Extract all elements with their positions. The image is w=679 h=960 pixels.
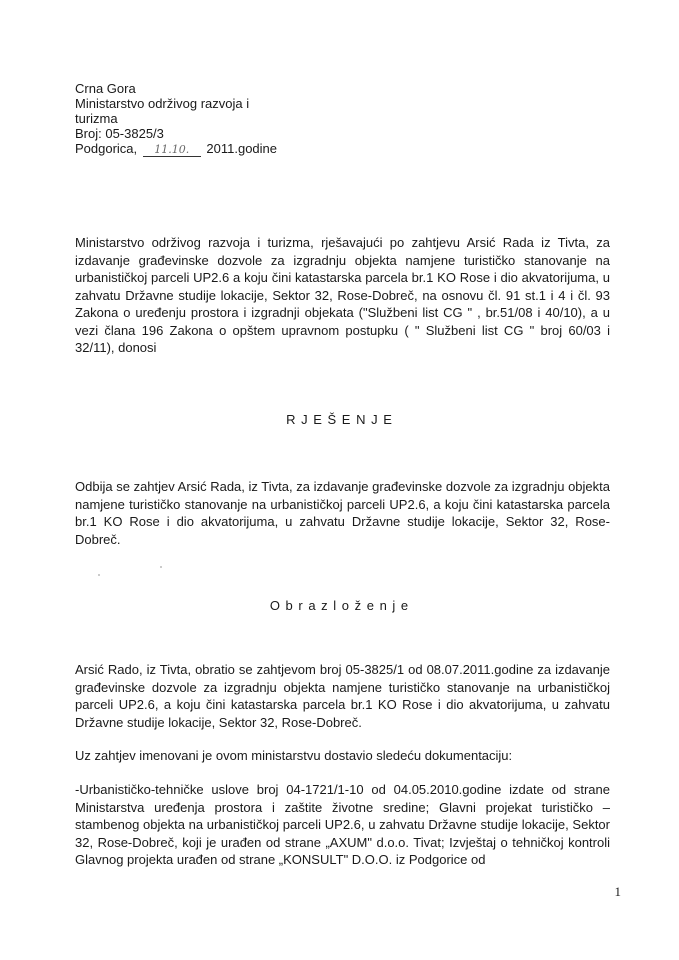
page-number: 1 [614, 884, 621, 899]
reasoning-paragraph-1: Arsić Rado, iz Tivta, obratio se zahtjevom broj 05-3825/1 od 08.07.2011.godine za izdavanje građevinske dozvole za izgradnju objekta namjene turističko stanovanje na urbanističkoj parceli UP2.6, a koju čini katastarska parcela br.1 KO Rose i dio akvatorijuma, u zahvatu Državne studije lokacije, Sektor 32, Rose-Dobreč. [75, 662, 610, 730]
header-place: Podgorica, [75, 141, 138, 156]
scan-speck [160, 566, 162, 568]
reasoning-paragraph-2: Uz zahtjev imenovani je ovom ministarstvu dostavio sledeću dokumentaciju: [75, 748, 513, 763]
header-country: Crna Gora [75, 81, 136, 96]
header-year: 2011.godine [206, 141, 278, 156]
decision-title: R J E Š E N J E [286, 412, 393, 427]
reasoning-title: O b r a z l o ž e n j e [269, 598, 410, 613]
header-ministry: Ministarstvo održivog razvoja i [75, 96, 250, 111]
decision-paragraph: Odbija se zahtjev Arsić Rada, iz Tivta, za izdavanje građevinske dozvole za izgradnju objekta namjene turističko stanovanje na urbanističkoj parceli UP2.6, a koju čini katastarska parcela br.1 KO Rose i dio akvatorijuma, u zahvatu Državne studije lokacije, Sektor 32, Rose-Dobreč. [75, 479, 610, 547]
document-header [75, 81, 277, 157]
header-place-date [75, 141, 277, 157]
scan-speck [98, 574, 100, 576]
handwritten-date: 11.10. [143, 144, 201, 157]
reasoning-paragraph-3: -Urbanističko-tehničke uslove broj 04-1721/1-10 od 04.05.2010.godine izdate od strane Ministarstva uređenja prostora i zaštite životne sredine; Glavni projekat turističko – stambenog objekta na urbanističkoj parceli UP2.6, u zahvatu Državne studije lokacije, Sektor 32, Rose-Dobreč, koji je urađen od strane „AXUM" d.o.o. Tivat; Izvještaj o tehničkoj kontroli Glavnog projekta urađen od strane „KONSULT" D.O.O. iz Podgorice od [75, 782, 610, 867]
intro-paragraph: Ministarstvo održivog razvoja i turizma, rješavajući po zahtjevu Arsić Rada iz Tivta, za izdavanje građevinske dozvole za izgradnju objekta namjene turističko stanovanje na urbanističkoj parceli UP2.6 a koju čini katastarska parcela br.1 KO Rose i dio akvatorijuma, u zahvatu Državne studije lokacije, Sektor 32, Rose-Dobreč, na osnovu čl. 91 st.1 i 4 i čl. 93 Zakona o uređenju prostora i izgradnji objekata ("Službeni list CG " , br.51/08 i 40/10), a u vezi člana 196 Zakona o opštem upravnom postupku ( " Službeni list CG " broj 60/03 i 32/11), donosi [75, 235, 610, 355]
header-ministry-cont: turizma [75, 111, 118, 126]
header-reference-number: Broj: 05-3825/3 [75, 126, 164, 141]
